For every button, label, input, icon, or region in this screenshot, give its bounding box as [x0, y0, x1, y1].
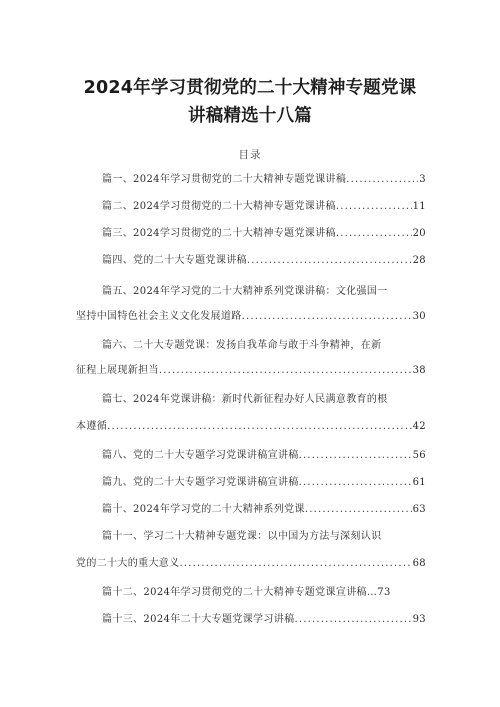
document-title-line-2: 讲稿精选十八篇 — [188, 106, 312, 126]
toc-entry-page: 63 — [412, 504, 426, 515]
toc-entry[interactable] — [102, 586, 426, 600]
toc-entry-page: 38 — [412, 365, 426, 376]
toc-entry[interactable] — [102, 254, 426, 268]
toc-entry-page: 30 — [412, 311, 426, 322]
toc-entry-title: 篇三、2024学习贯彻党的二十大精神专题党课讲稿 — [102, 228, 336, 239]
toc-heading: 目录 — [238, 149, 262, 161]
toc-entry-title: 篇四、党的二十大专题党课讲稿 — [102, 255, 247, 266]
toc-entry[interactable] — [102, 227, 426, 241]
toc-entry-page: 3 — [419, 174, 426, 185]
toc-entry-page: 61 — [412, 477, 426, 488]
document-title-line-1: 2024年学习贯彻党的二十大精神专题党课 — [83, 78, 417, 98]
toc-entry-title: 篇八、党的二十大专题学习党课讲稿宣讲稿 — [102, 450, 299, 461]
toc-entry-title: 篇二、2024学习贯彻党的二十大精神专题党课讲稿 — [102, 201, 336, 212]
toc-entry-title: 篇十、2024年学习党的二十大精神系列党课 — [102, 504, 305, 515]
toc-entry-continuation[interactable] — [76, 420, 426, 434]
toc-entry[interactable] — [102, 200, 426, 214]
dot-leader — [299, 476, 412, 490]
toc-entry-title: 篇十三、2024年二十大专题党课学习讲稿 — [102, 614, 295, 625]
toc-entry-page: 28 — [412, 255, 426, 266]
toc-entry-page: 93 — [412, 614, 426, 625]
toc-entry[interactable] — [102, 530, 426, 544]
toc-entry[interactable] — [102, 393, 426, 407]
dot-leader — [247, 254, 412, 268]
toc-entry-continuation[interactable] — [76, 364, 426, 378]
dot-leader — [336, 227, 412, 241]
toc-entry[interactable] — [102, 503, 426, 517]
toc-entry-title: 篇一、2024年学习贯彻党的二十大精神专题党课讲稿 — [102, 174, 347, 185]
dot-leader — [299, 449, 412, 463]
dot-leader — [180, 557, 412, 571]
toc-entry-title: 篇九、党的二十大专题学习党课讲稿宣讲稿 — [102, 477, 299, 488]
toc-entry-title-cont: 征程上展现新担当 — [76, 365, 159, 376]
toc-entry-title: 篇七、2024年党课讲稿：新时代新征程办好人民满意教育的根 — [102, 394, 388, 405]
toc-entry[interactable] — [102, 285, 426, 299]
toc-entry-title-cont: 坚持中国特色社会主义文化发展道路 — [76, 311, 242, 322]
toc-entry-continuation[interactable] — [76, 310, 426, 324]
toc-entry[interactable] — [102, 173, 426, 187]
toc-entry-title-cont: 本遵循 — [76, 421, 108, 432]
toc-entry-page: 11 — [412, 201, 426, 212]
toc-entry-page: 68 — [412, 558, 426, 569]
dot-leader — [294, 613, 411, 627]
toc-entry-continuation[interactable] — [76, 557, 426, 571]
toc-entry-title-cont: 党的二十大的重大意义 — [76, 558, 180, 569]
dot-leader — [107, 420, 412, 434]
toc-entry[interactable] — [102, 449, 426, 463]
toc-entry-title: 篇十一、学习二十大精神专题党课：以中国为方法与深刻认识 — [102, 531, 382, 542]
toc-entry-page: 56 — [412, 450, 426, 461]
toc-entry-title: 篇六、二十大专题党课：发扬自我革命与敢于斗争精神，在新 — [102, 340, 382, 351]
toc-entry[interactable] — [102, 476, 426, 490]
toc-entry-title: 篇十二、2024年学习贯彻党的二十大精神专题党课宣讲稿…73 — [102, 587, 391, 598]
toc-entry[interactable] — [102, 339, 426, 353]
dot-leader — [242, 310, 412, 324]
dot-leader — [159, 364, 412, 378]
toc-entry-page: 42 — [412, 421, 426, 432]
toc-entry-page: 20 — [412, 228, 426, 239]
toc-entry-title: 篇五、2024年学习党的二十大精神系列党课讲稿：文化强国一 — [102, 286, 388, 297]
dot-leader — [305, 503, 412, 517]
dot-leader — [346, 173, 418, 187]
dot-leader — [336, 200, 412, 214]
toc-entry[interactable] — [102, 613, 426, 627]
